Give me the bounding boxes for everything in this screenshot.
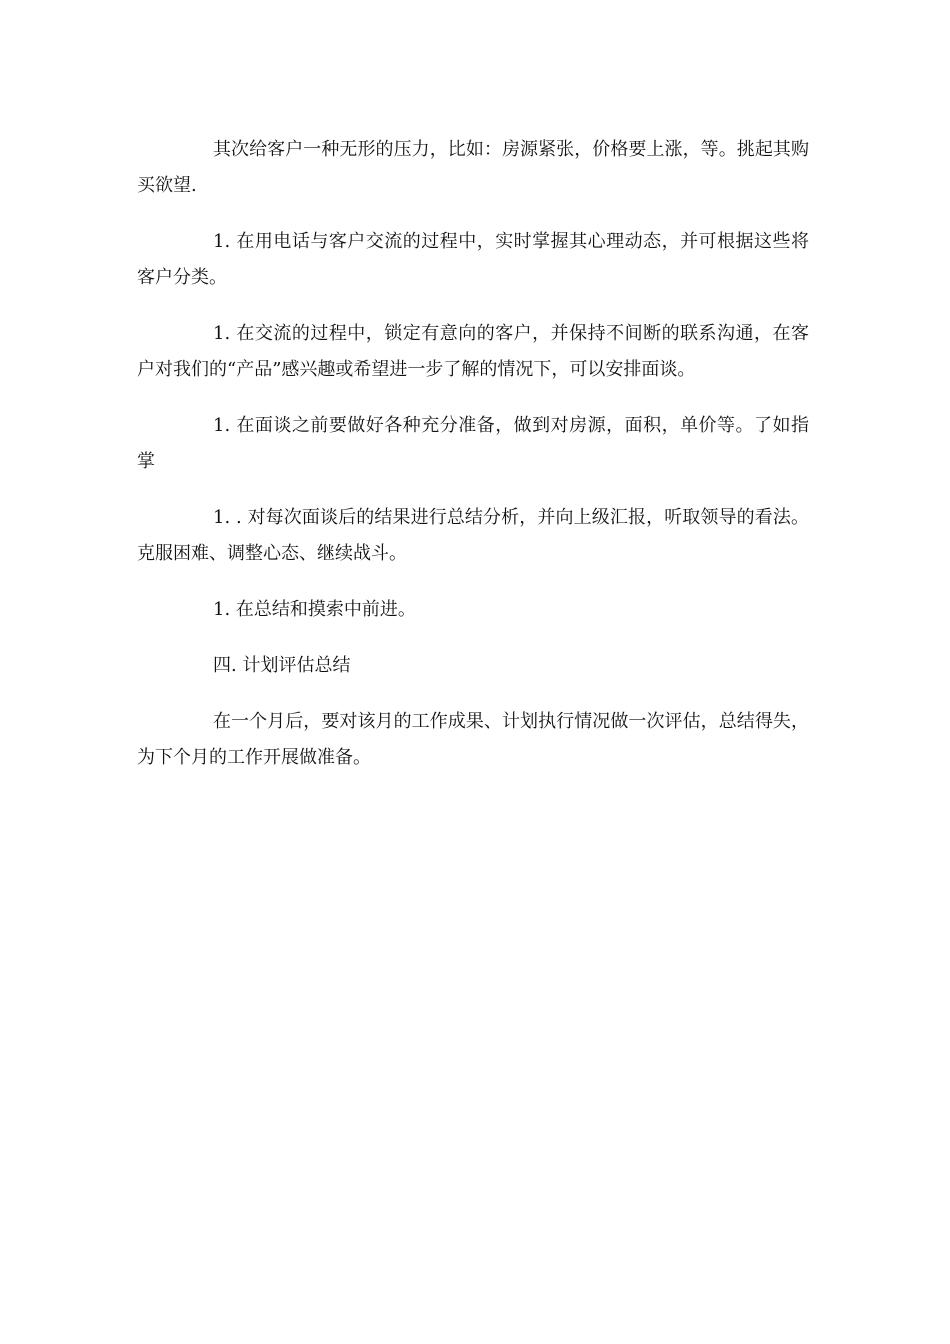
paragraph-interview-preparation: 1. 在面谈之前要做好各种充分准备，做到对房源，面积，单价等。了如指掌 <box>137 415 809 472</box>
paragraph-interview-summary: 1. . 对每次面谈后的结果进行总结分析，并向上级汇报，听取领导的看法。克服困难、调整心态、继续战斗。 <box>137 507 809 564</box>
paragraph-phone-communication: 1. 在用电话与客户交流的过程中，实时掌握其心理动态，并可根据这些将客户分类。 <box>137 231 809 288</box>
section-heading-evaluation: 四. 计划评估总结 <box>213 655 351 676</box>
document-body <box>137 132 809 796</box>
paragraph-monthly-evaluation: 在一个月后，要对该月的工作成果、计划执行情况做一次评估，总结得失，为下个月的工作开展做准备。 <box>137 711 809 768</box>
paragraph-lock-customers: 1. 在交流的过程中，锁定有意向的客户，并保持不间断的联系沟通，在客户对我们的“产品”感兴趣或希望进一步了解的情况下，可以安排面谈。 <box>137 323 809 380</box>
paragraph-pressure: 其次给客户一种无形的压力，比如：房源紧张，价格要上涨，等。挑起其购买欲望. <box>137 139 809 196</box>
paragraph-progress: 1. 在总结和摸索中前进。 <box>213 599 416 620</box>
